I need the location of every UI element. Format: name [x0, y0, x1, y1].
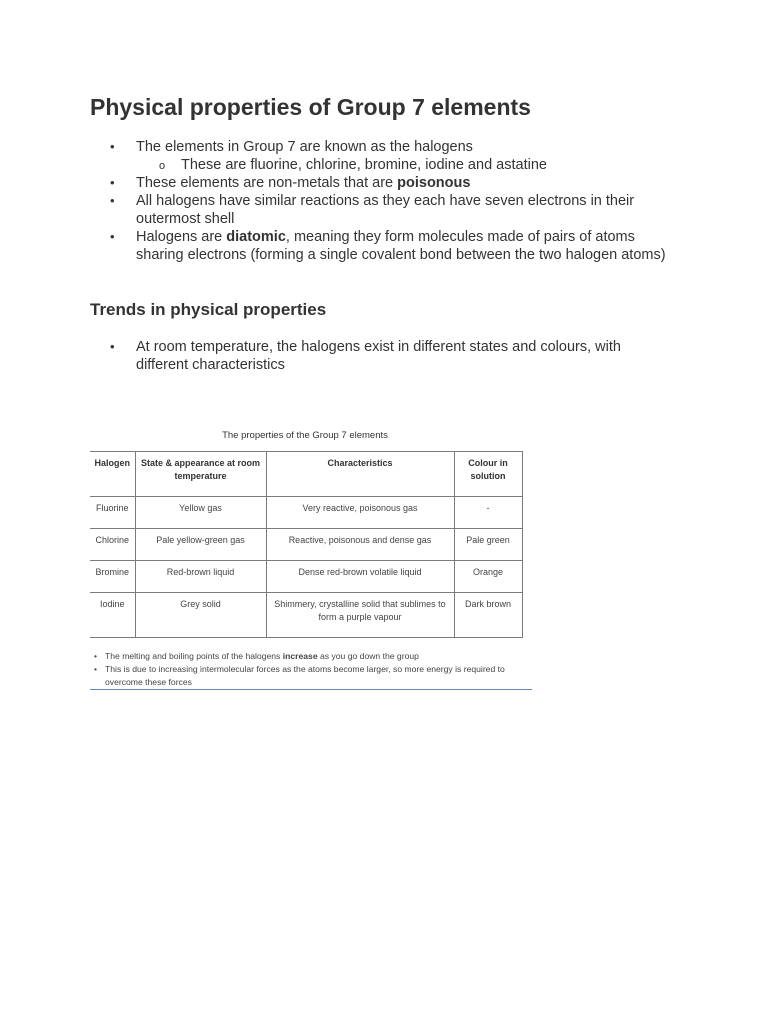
list-item	[110, 138, 670, 174]
note-text-continued: as you go down the group	[317, 651, 419, 661]
section-heading: Trends in physical properties	[90, 300, 327, 319]
table-row	[90, 497, 522, 529]
table-cell: Red-brown liquid	[135, 561, 266, 593]
table-cell: Pale green	[454, 529, 522, 561]
bold-term-diatomic: diatomic	[226, 229, 286, 245]
sub-list-item	[136, 156, 670, 174]
table-cell: -	[454, 497, 522, 529]
list-item	[110, 174, 670, 192]
intro-bullet-list	[110, 138, 670, 264]
section-bullet-list	[110, 338, 670, 374]
table-cell: Very reactive, poisonous gas	[266, 497, 454, 529]
table-cell: Dense red-brown volatile liquid	[266, 561, 454, 593]
table-cell: Chlorine	[90, 529, 135, 561]
bullet-text: The elements in Group 7 are known as the halogens	[136, 139, 473, 155]
column-header: Halogen	[90, 452, 135, 497]
page-title: Physical properties of Group 7 elements	[90, 94, 531, 120]
note-item	[94, 650, 526, 663]
table-cell: Fluorine	[90, 497, 135, 529]
bullet-text-continued: , meaning they form molecules made of pairs of atoms sharing electrons (forming a single covalent bond between the two halogen atoms)	[136, 229, 666, 263]
table-cell: Orange	[454, 561, 522, 593]
table-cell: Iodine	[90, 593, 135, 638]
note-item	[94, 663, 526, 689]
bold-term-increase: increase	[282, 651, 318, 661]
column-header: State & appearance at room temperature	[135, 452, 266, 497]
note-text: This is due to increasing intermolecular forces as the atoms become larger, so more energy is required to overcome these forces	[105, 664, 505, 687]
sub-bullet-list	[136, 156, 670, 174]
table-cell: Pale yellow-green gas	[135, 529, 266, 561]
bullet-text: All halogens have similar reactions as they each have seven electrons in their outermost shell	[136, 193, 635, 227]
list-item	[110, 192, 670, 228]
bullet-text: Halogens are	[136, 229, 227, 245]
figure-divider	[90, 689, 532, 690]
list-item	[110, 338, 670, 374]
table-cell: Grey solid	[135, 593, 266, 638]
table-cell: Bromine	[90, 561, 135, 593]
note-text: The melting and boiling points of the halogens	[105, 651, 283, 661]
properties-table	[90, 451, 523, 638]
table-row	[90, 561, 522, 593]
bold-term-poisonous: poisonous	[397, 175, 471, 191]
table-cell: Dark brown	[454, 593, 522, 638]
sub-bullet-text: These are fluorine, chlorine, bromine, iodine and astatine	[181, 157, 547, 173]
table-cell: Reactive, poisonous and dense gas	[266, 529, 454, 561]
figure-title: The properties of the Group 7 elements	[222, 430, 388, 441]
table-cell: Yellow gas	[135, 497, 266, 529]
column-header: Characteristics	[266, 452, 454, 497]
table-row	[90, 593, 522, 638]
bullet-text: At room temperature, the halogens exist in different states and colours, with different characteristics	[136, 339, 621, 373]
table-header-row	[90, 452, 522, 497]
table-cell: Shimmery, crystalline solid that sublimes to form a purple vapour	[266, 593, 454, 638]
list-item	[110, 228, 670, 264]
table-row	[90, 529, 522, 561]
properties-figure	[90, 425, 532, 691]
column-header: Colour in solution	[454, 452, 522, 497]
bullet-text: These elements are non-metals that are	[136, 175, 398, 191]
figure-notes	[94, 650, 526, 689]
